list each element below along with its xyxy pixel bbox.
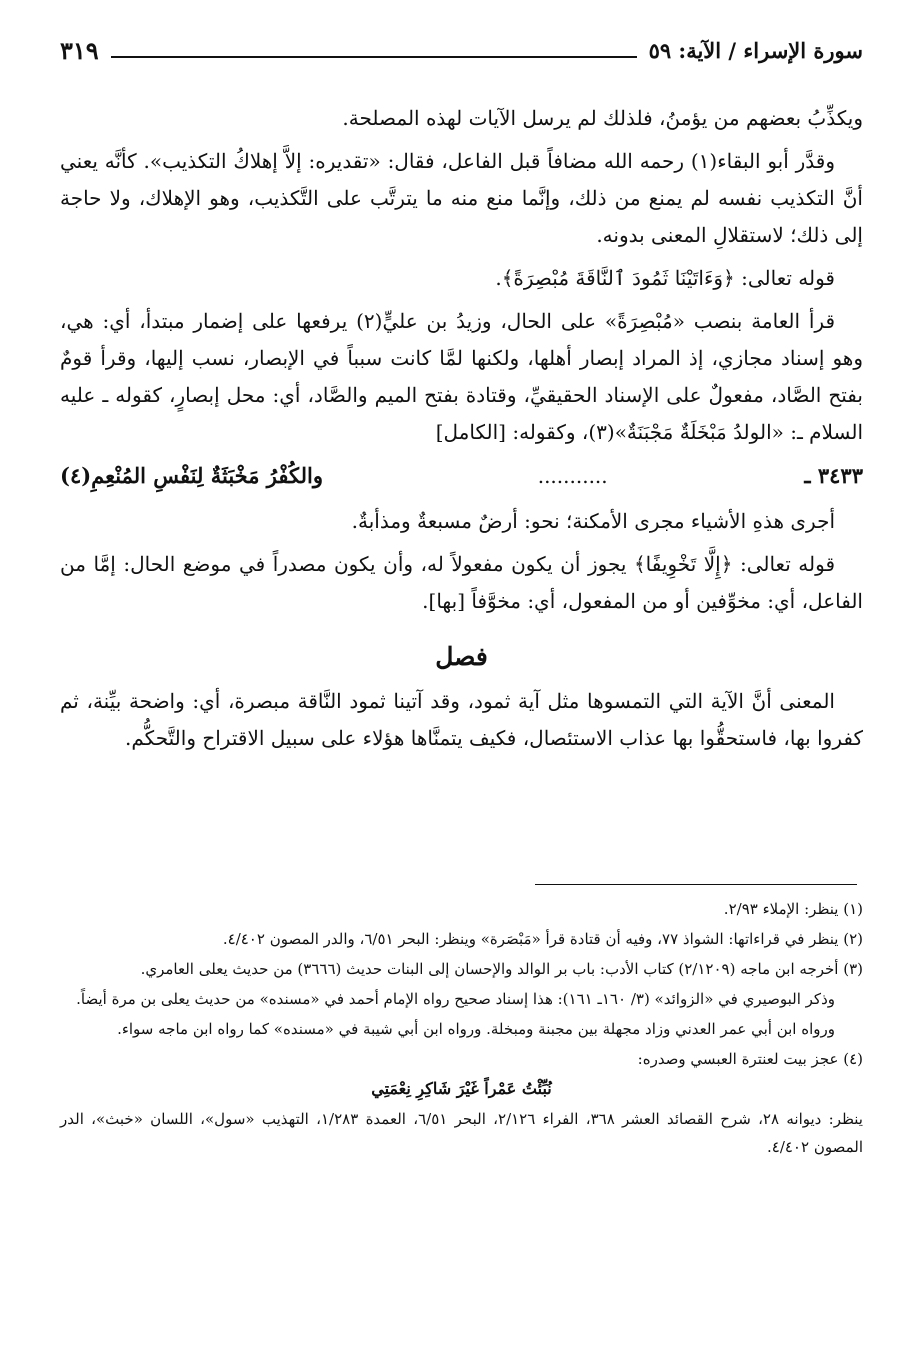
- poetry-verse: [60, 457, 863, 495]
- footnote-3-continued: وذكر البوصيري في «الزوائد» (٣/ ١٦٠ـ ١٦١): هذا إسناد صحيح رواه الإمام أحمد في «مسنده» من حديث يعلى بن مرة أيضاً.: [76, 990, 835, 1008]
- paragraph-4: قرأ العامة بنصب «مُبْصِرَةً» على الحال، وزيدُ بن عليٍّ(٢) يرفعها على إضمار مبتدأ، أي: هي، وهو إسناد مجازي، إذ المراد إبصار أهلها، ولكنها لمَّا كانت سبباً في الإبصار، نسب إليها، وقرأ قومٌ بفتح الصَّاد، مفعولٌ على الإسناد الحقيقيِّ، وقتادة بفتح الميم والصَّاد، أي: محل إبصارٍ، كقوله ـ عليه السلام ـ: «الولدُ مَبْخَلَةٌ مَجْبَنَةٌ»(٣)، وكقوله: [الكامل]: [60, 309, 863, 444]
- footnote-4-references: ينظر: ديوانه ٢٨، شرح القصائد العشر ٣٦٨، الفراء ٢/١٢٦، البحر ٦/٥١، العمدة ١/٢٨٣، التهذيب «سول»، اللسان «خبث»، الدر المصون ٤/٤٠٢.: [60, 1110, 863, 1156]
- verse-text: والكُفْرُ مَخْبَثَةٌ لِنَفْسِ المُنْعِمِ(٤): [60, 463, 323, 488]
- footnote-separator: [535, 884, 857, 885]
- footnote-4: (٤) عجز بيت لعنترة العبسي وصدره:: [637, 1050, 863, 1068]
- footnote-3: (٣) أخرجه ابن ماجه (٢/١٢٠٩) كتاب الأدب: باب بر الوالد والإحسان إلى البنات حديث (٣٦٦٦) من حديث يعلى العامري.: [140, 960, 863, 978]
- running-title: سورة الإسراء / الآية: ٥٩: [648, 37, 863, 63]
- page-number: ٣١٩: [60, 35, 99, 65]
- footnote-3-continued-2: ورواه ابن أبي عمر العدني وزاد مجهلة بين مجبنة ومبخلة. ورواه ابن أبي شيبة في «مسنده» كما رواه ابن ماجه سواء.: [117, 1020, 835, 1038]
- paragraph-5: أجرى هذهِ الأشياء مجرى الأمكنة؛ نحو: أرضٌ مسبعةٌ ومذأبةٌ.: [351, 509, 835, 533]
- section-heading: فصل: [435, 642, 488, 671]
- footnote-2: (٢) ينظر في قراءاتها: الشواذ ٧٧، وفيه أن قتادة قرأ «مَبْصَرة» وينظر: البحر ٦/٥١، والدر المصون ٤/٤٠٢.: [222, 930, 863, 948]
- paragraph-3: قوله تعالى: ﴿وَءَاتَيْنَا ثَمُودَ ٱلنَّاقَةَ مُبْصِرَةً﴾.: [495, 266, 835, 290]
- paragraph-1: ويكذِّبُ بعضهم من يؤمنُ، فلذلك لم يرسل الآيات لهذه المصلحة.: [342, 106, 863, 130]
- page-header: [60, 30, 863, 70]
- paragraph-7: المعنى أنَّ الآية التي التمسوها مثل آية ثمود، وقد آتينا ثمود النَّاقة مبصرة، أي: واضحة بيِّنة، ثم كفروا بها، فاستحقُّوا بها عذاب الاستئصال، فكيف يتمنَّاها هؤلاء على سبيل الاقتراح والتَّحكُّم.: [60, 689, 863, 750]
- paragraph-2: وقدَّر أبو البقاء(١) رحمه الله مضافاً قبل الفاعل، فقال: «تقديره: إلاَّ إهلاكُ التكذيب». كأنَّه يعني أنَّ التكذيب نفسه لم يمنع من ذلك، وإنَّما منع منه ما يترتَّب على التَّكذيب، وهو الإهلاك، ولا حاجة إلى ذلك؛ لاستقلالِ المعنى بدونه.: [60, 149, 863, 247]
- verse-dots: ...........: [537, 464, 608, 488]
- paragraph-6: قوله تعالى: ﴿إِلَّا تَخْوِيفًا﴾ يجوز أن يكون مفعولاً له، وأن يكون مصدراً في موضع الحال: إمَّا من الفاعل، أي: مخوِّفين أو من المفعول، أي: مخوَّفاً [بها].: [60, 552, 863, 613]
- footnote-4-hemistich: نُبِّئْتُ عَمْراً غَيْرَ شَاكِرِ نِعْمَتِي: [371, 1079, 552, 1098]
- header-rule: [111, 42, 637, 58]
- footnotes: [60, 895, 863, 1163]
- footnote-1: (١) ينظر: الإملاء ٢/٩٣.: [723, 900, 863, 918]
- verse-number: ٣٤٣٣ ـ: [804, 463, 863, 488]
- main-text: [60, 100, 863, 763]
